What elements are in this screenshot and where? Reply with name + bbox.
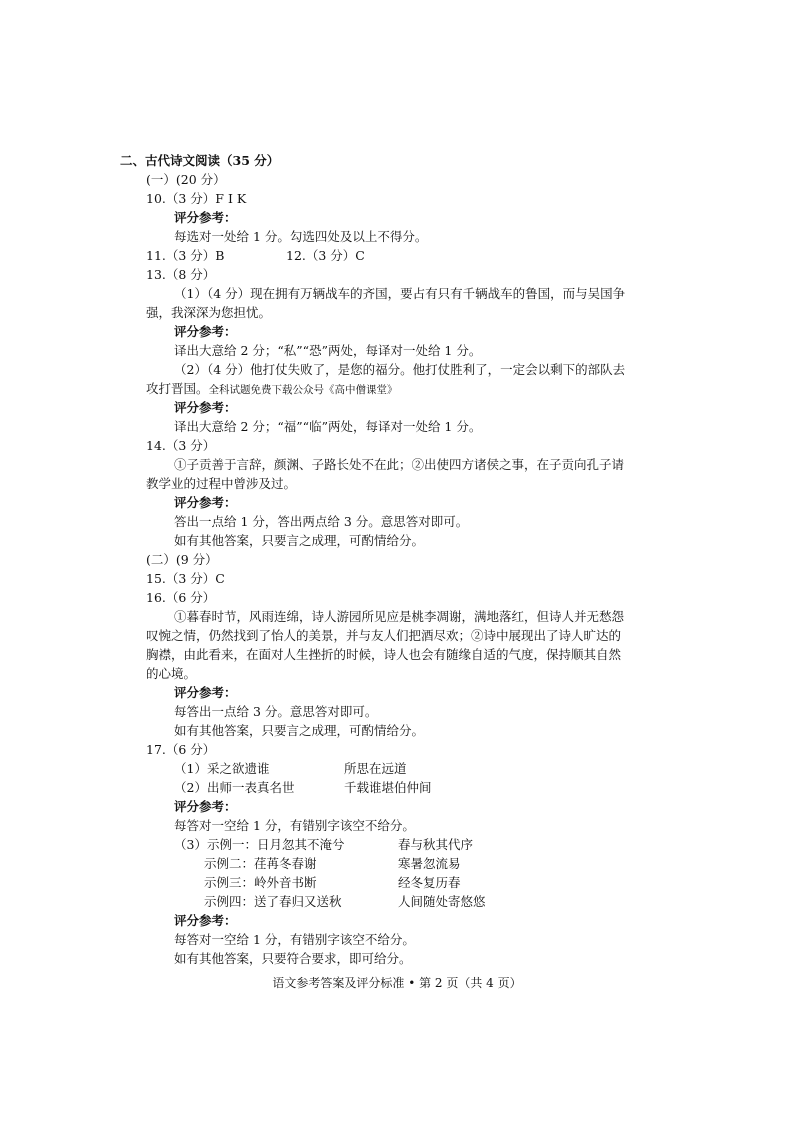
q14-a-line1: ①子贡善于言辞，颜渊、子路长处不在此；②出使四方诸侯之事，在子贡向孔子请 (174, 457, 625, 472)
q17-example2-b: 寒暑忽流易 (398, 856, 461, 871)
q14-a-line2: 教学业的过程中曾涉及过。 (146, 476, 297, 491)
q13-heading: 13.（8 分） (146, 267, 216, 282)
q17-example3-a: 示例三：岭外音书断 (204, 875, 317, 890)
q16-a-line2: 叹惋之情，仍然找到了怡人的美景，并与友人们把酒尽欢；②诗中展现出了诗人旷达的 (146, 628, 622, 643)
q13-ref1: 译出大意给 2 分；“私”“恐”两处，每译对一处给 1 分。 (174, 343, 482, 358)
section-title: 二、古代诗文阅读（35 分） (120, 153, 280, 168)
q16-ref1: 每答出一点给 3 分。意思答对即可。 (174, 704, 378, 719)
q17-ref2-line1: 每答对一空给 1 分，有错别字该空不给分。 (174, 932, 415, 947)
q17-example4-a: 示例四：送了春归又送秋 (204, 894, 342, 909)
q13-a2-line2-text: 攻打晋国。 (146, 381, 209, 396)
q13-a1-line2: 强，我深深为您担忧。 (146, 305, 272, 320)
part-1-heading: (一）(20 分） (146, 172, 226, 187)
watermark-text: 全科试题免费下载公众号《高中僧课堂》 (208, 384, 398, 396)
part-2-heading: (二）(9 分） (146, 552, 218, 567)
q17-row2-a: （2）出师一表真名世 (174, 780, 295, 795)
q17-example2-a: 示例二：荏苒冬春谢 (204, 856, 317, 871)
q11-answer: 11.（3 分）B (146, 248, 225, 263)
page-footer: 语文参考答案及评分标准 • 第 2 页（共 4 页） (272, 976, 522, 990)
q17-ref: 每答对一空给 1 分，有错别字该空不给分。 (174, 818, 415, 833)
q14-heading: 14.（3 分） (146, 438, 216, 453)
q17-ref2-line2: 如有其他答案，只要符合要求，即可给分。 (174, 951, 412, 966)
q17-ref-label: 评分参考： (174, 799, 237, 814)
q17-example1-b: 春与秋其代序 (398, 837, 474, 852)
q16-ref2: 如有其他答案，只要言之成理，可酌情给分。 (174, 723, 425, 738)
q12-answer: 12.（3 分）C (286, 248, 365, 263)
q10-ref: 每选对一处给 1 分。勾选四处及以上不得分。 (174, 229, 428, 244)
q13-a2-line2 (146, 380, 398, 399)
q17-heading: 17.（6 分） (146, 742, 216, 757)
q16-a-line3: 胸襟，由此看来，在面对人生挫折的时候，诗人也会有随缘自适的气度，保持顺其自然 (146, 647, 622, 662)
q13-a2-line1: （2）（4 分）他打仗失败了，是您的福分。他打仗胜利了，一定会以剩下的部队去 (174, 362, 626, 377)
q17-row1-a: （1）采之欲遗谁 (174, 761, 270, 776)
q17-row1-b: 所思在远道 (344, 761, 407, 776)
q13-ref2-label: 评分参考： (174, 400, 237, 415)
q13-a1-line1: （1）（4 分）现在拥有万辆战车的齐国，要占有只有千辆战车的鲁国，而与吴国争 (174, 286, 626, 301)
q16-a-line4: 的心境。 (146, 666, 197, 681)
q17-example1-a: （3）示例一：日月忽其不淹兮 (174, 837, 345, 852)
q17-example4-b: 人间随处寄悠悠 (398, 894, 486, 909)
q13-ref1-label: 评分参考： (174, 324, 237, 339)
q16-ref-label: 评分参考： (174, 685, 237, 700)
q17-example3-b: 经冬复历春 (398, 875, 461, 890)
q16-a-line1: ①暮春时节，风雨连绵，诗人游园所见应是桃李凋谢，满地落红，但诗人并无愁怨 (174, 609, 625, 624)
q13-ref2: 译出大意给 2 分；“福”“临”两处，每译对一处给 1 分。 (174, 419, 482, 434)
q14-ref-label: 评分参考： (174, 495, 237, 510)
q17-ref2-label: 评分参考： (174, 913, 237, 928)
q15-answer: 15.（3 分）C (146, 571, 225, 586)
q10-ref-label: 评分参考： (174, 210, 237, 225)
q14-ref2: 如有其他答案，只要言之成理，可酌情给分。 (174, 533, 425, 548)
q14-ref1: 答出一点给 1 分，答出两点给 3 分。意思答对即可。 (174, 514, 469, 529)
q17-row2-b: 千载谁堪伯仲间 (344, 780, 432, 795)
q16-heading: 16.（6 分） (146, 590, 216, 605)
q10-answer: 10.（3 分）F I K (146, 191, 247, 206)
